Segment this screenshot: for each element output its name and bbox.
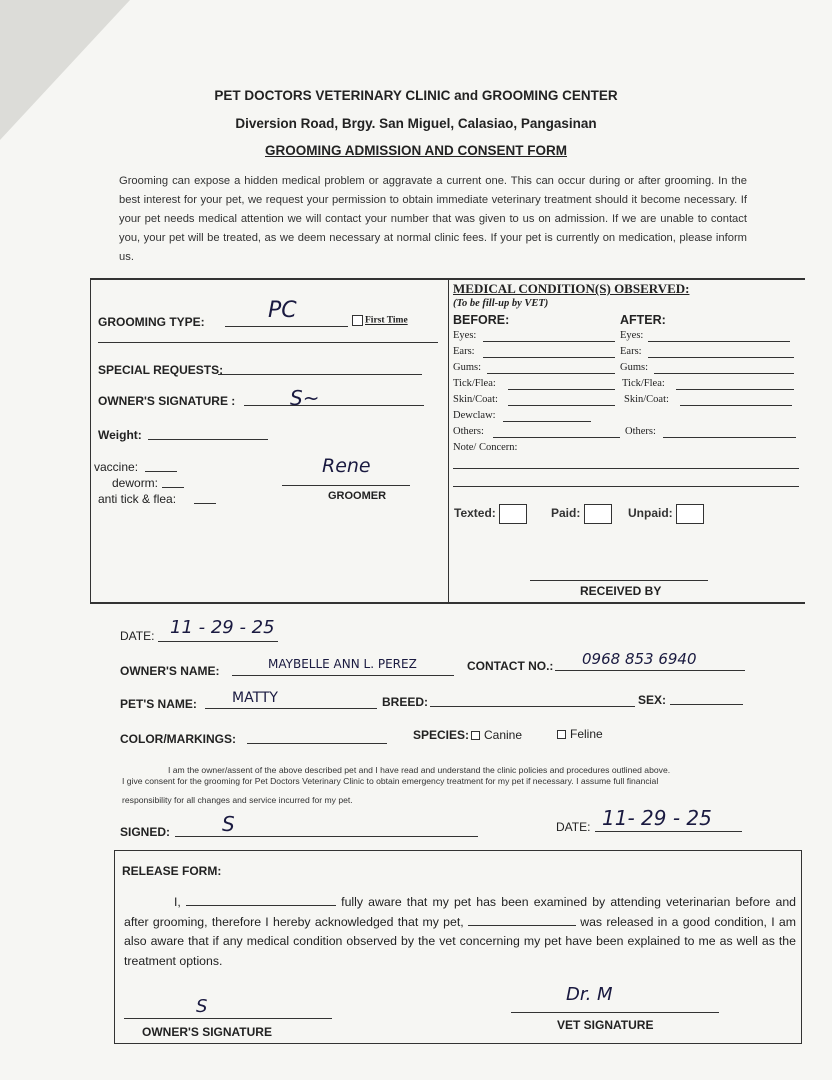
pet-name-value: MATTY bbox=[232, 690, 278, 706]
after-tickflea-label: Tick/Flea: bbox=[622, 378, 665, 389]
pet-name-line[interactable] bbox=[205, 708, 377, 709]
owner-signature-label: OWNER'S SIGNATURE : bbox=[98, 394, 236, 408]
clinic-address: Diversion Road, Brgy. San Miguel, Calasiao, Pangasinan bbox=[235, 116, 597, 131]
species-label: SPECIES: bbox=[413, 728, 470, 742]
release-owner-blank[interactable] bbox=[186, 893, 336, 906]
vaccine-label: vaccine: bbox=[94, 460, 139, 474]
canine-option[interactable] bbox=[471, 728, 522, 742]
first-time-box[interactable] bbox=[352, 315, 363, 326]
before-skincoat-label: Skin/Coat: bbox=[453, 394, 498, 405]
release-vet-sig-label: VET SIGNATURE bbox=[557, 1018, 654, 1032]
owner-name-line[interactable] bbox=[232, 675, 454, 676]
unpaid-field[interactable] bbox=[628, 504, 704, 524]
section-bottom-rule bbox=[90, 602, 805, 604]
release-prefix: I, bbox=[174, 895, 181, 909]
owner-signature-line[interactable] bbox=[244, 405, 424, 406]
before-others-label: Others: bbox=[453, 426, 484, 437]
grooming-type-label: GROOMING TYPE: bbox=[98, 315, 205, 329]
consent-line-2: I give consent for the grooming for Pet Doctors Veterinary Clinic to obtain emergency treatment for my pet if necessary. I assume full financial bbox=[122, 776, 659, 786]
groomer-value: Rene bbox=[322, 455, 371, 477]
release-vet-sig-line[interactable] bbox=[511, 1012, 719, 1013]
release-owner-sig-value: S bbox=[196, 996, 208, 1017]
sex-label: SEX: bbox=[638, 693, 667, 707]
date2-label: DATE: bbox=[556, 820, 591, 834]
groomer-line[interactable] bbox=[282, 485, 410, 486]
date2-line[interactable] bbox=[595, 831, 742, 832]
before-gums-line[interactable] bbox=[487, 373, 615, 374]
texted-checkbox[interactable] bbox=[499, 504, 527, 524]
color-label: COLOR/MARKINGS: bbox=[120, 732, 236, 746]
after-eyes-label: Eyes: bbox=[620, 330, 644, 341]
paid-checkbox[interactable] bbox=[584, 504, 612, 524]
signed-label: SIGNED: bbox=[120, 825, 171, 839]
after-gums-label: Gums: bbox=[620, 362, 649, 373]
release-pet-blank[interactable] bbox=[468, 913, 576, 926]
antitick-line[interactable] bbox=[194, 503, 216, 504]
after-skincoat-line[interactable] bbox=[680, 405, 792, 406]
antitick-label: anti tick & flea: bbox=[98, 492, 177, 506]
contact-line[interactable] bbox=[555, 670, 745, 671]
after-ears-label: Ears: bbox=[620, 346, 642, 357]
release-owner-sig-label: OWNER'S SIGNATURE bbox=[142, 1025, 272, 1039]
first-time-checkbox[interactable] bbox=[352, 315, 408, 326]
after-label: AFTER: bbox=[620, 313, 666, 327]
release-owner-sig-line[interactable] bbox=[124, 1018, 332, 1019]
consent-line-3: responsibility for all changes and service incurred for my pet. bbox=[122, 795, 353, 805]
unpaid-label: Unpaid: bbox=[628, 506, 673, 521]
color-line[interactable] bbox=[247, 743, 387, 744]
before-eyes-line[interactable] bbox=[483, 341, 615, 342]
texted-label: Texted: bbox=[454, 506, 496, 521]
deworm-label: deworm: bbox=[112, 476, 159, 490]
release-text-part2: was released in a good condition, I am also aware that if any medical condition observed by the vet concerning my pet have been explained to me as well as the treatment options. bbox=[124, 914, 796, 968]
groomer-label: GROOMER bbox=[328, 490, 387, 502]
before-ears-label: Ears: bbox=[453, 346, 475, 357]
feline-option[interactable] bbox=[557, 727, 603, 741]
contact-value: 0968 853 6940 bbox=[582, 650, 697, 668]
consent-line-1: I am the owner/assent of the above described pet and I have read and understand the clinic policies and procedures outlined above. bbox=[168, 765, 671, 775]
before-skincoat-line[interactable] bbox=[508, 405, 615, 406]
texted-field[interactable] bbox=[454, 504, 527, 524]
form-title: GROOMING ADMISSION AND CONSENT FORM bbox=[265, 143, 567, 158]
before-others-line[interactable] bbox=[493, 437, 620, 438]
after-tickflea-line[interactable] bbox=[676, 389, 794, 390]
received-by-line[interactable] bbox=[530, 580, 708, 581]
date-value: 11 - 29 - 25 bbox=[170, 617, 275, 638]
after-skincoat-label: Skin/Coat: bbox=[624, 394, 669, 405]
paid-label: Paid: bbox=[551, 506, 581, 521]
grooming-type-extra-line bbox=[98, 342, 438, 343]
signed-value: S bbox=[222, 812, 235, 836]
after-eyes-line[interactable] bbox=[648, 341, 790, 342]
signed-line[interactable] bbox=[175, 836, 478, 837]
after-others-line[interactable] bbox=[663, 437, 796, 438]
release-text-part1: fully aware that my pet has been examined by attending veterinarian before and after grooming, therefore I hereby acknowledged that my pet, bbox=[124, 895, 797, 929]
before-eyes-label: Eyes: bbox=[453, 330, 477, 341]
owner-name-value: MAYBELLE ANN L. PEREZ bbox=[268, 657, 417, 671]
feline-checkbox[interactable] bbox=[557, 730, 566, 739]
release-vet-sig-value: Dr. M bbox=[566, 984, 613, 1005]
canine-checkbox[interactable] bbox=[471, 731, 480, 740]
grooming-type-value: PC bbox=[268, 298, 297, 323]
after-others-label: Others: bbox=[625, 426, 656, 437]
before-dewclaw-line[interactable] bbox=[503, 421, 591, 422]
breed-line[interactable] bbox=[430, 706, 635, 707]
date-label: DATE: bbox=[120, 629, 155, 643]
breed-label: BREED: bbox=[382, 695, 429, 709]
release-title: RELEASE FORM: bbox=[122, 864, 222, 878]
note-line-1[interactable] bbox=[453, 468, 799, 469]
owner-signature-value: S~ bbox=[290, 386, 320, 410]
vaccine-line[interactable] bbox=[145, 471, 177, 472]
medical-subtitle: (To be fill-up by VET) bbox=[453, 298, 549, 309]
feline-label: Feline bbox=[570, 727, 603, 741]
before-ears-line[interactable] bbox=[483, 357, 615, 358]
before-tickflea-line[interactable] bbox=[508, 389, 615, 390]
pet-name-label: PET'S NAME: bbox=[120, 697, 197, 711]
deworm-line[interactable] bbox=[162, 487, 184, 488]
after-gums-line[interactable] bbox=[654, 373, 794, 374]
before-dewclaw-label: Dewclaw: bbox=[453, 410, 496, 421]
sex-line[interactable] bbox=[670, 704, 743, 705]
weight-line[interactable] bbox=[148, 439, 268, 440]
canine-label: Canine bbox=[484, 728, 523, 742]
before-tickflea-label: Tick/Flea: bbox=[453, 378, 496, 389]
date2-value: 11- 29 - 25 bbox=[602, 806, 712, 830]
note-concern-label: Note/ Concern: bbox=[453, 442, 518, 453]
clinic-name: PET DOCTORS VETERINARY CLINIC and GROOMING CENTER bbox=[214, 88, 618, 103]
after-ears-line[interactable] bbox=[648, 357, 794, 358]
before-label: BEFORE: bbox=[453, 313, 510, 327]
special-requests-label: SPECIAL REQUESTS: bbox=[98, 363, 224, 377]
medical-title: MEDICAL CONDITION(S) OBSERVED: bbox=[453, 281, 690, 296]
weight-label: Weight: bbox=[98, 428, 142, 442]
unpaid-checkbox[interactable] bbox=[676, 504, 704, 524]
received-by-label: RECEIVED BY bbox=[580, 584, 662, 598]
contact-label: CONTACT NO.: bbox=[467, 659, 554, 673]
before-gums-label: Gums: bbox=[453, 362, 482, 373]
note-line-2[interactable] bbox=[453, 486, 799, 487]
first-time-label: First Time bbox=[365, 315, 408, 326]
grooming-type-line[interactable] bbox=[225, 326, 348, 327]
special-requests-line[interactable] bbox=[218, 374, 422, 375]
date-line[interactable] bbox=[158, 641, 278, 642]
intro-paragraph: Grooming can expose a hidden medical problem or aggravate a current one. This can occur during or after grooming. In the best interest for your pet, we request your permission to obtain immediate veterinary treatment should it become necessary. If your pet needs medical attention we will contact your number that was given to us on admission. If we are unable to contact you, your pet will be treated, as we deem necessary at normal clinic fees. If your pet is currently on medication, please inform us. bbox=[119, 175, 747, 263]
owner-name-label: OWNER'S NAME: bbox=[120, 664, 220, 678]
paid-field[interactable] bbox=[551, 504, 612, 524]
release-text bbox=[124, 893, 796, 971]
